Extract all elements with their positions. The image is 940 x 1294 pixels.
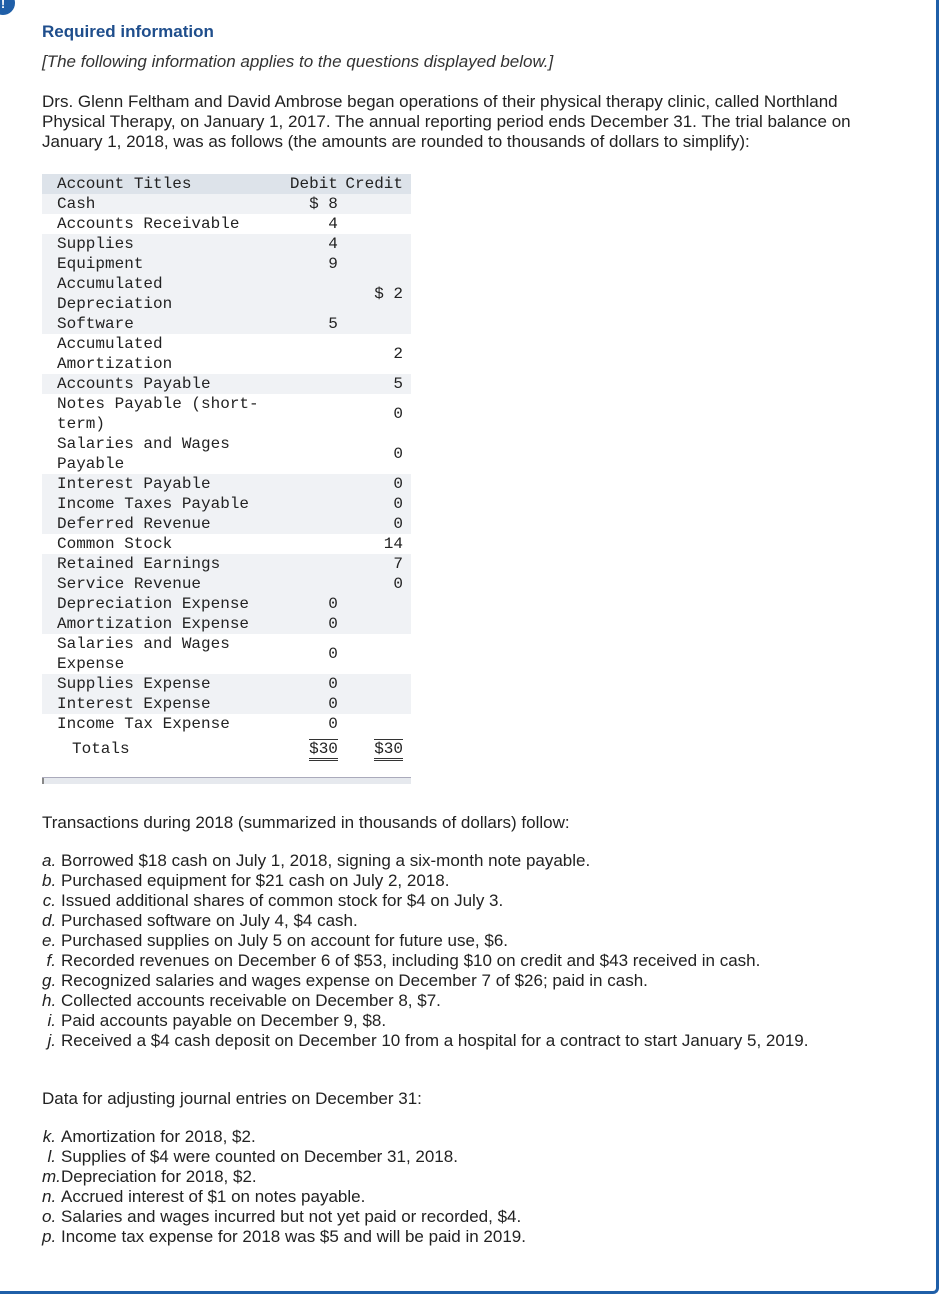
list-item: [42, 1031, 808, 1051]
credit-value: 0: [393, 405, 403, 423]
account-title: Supplies Expense: [57, 675, 211, 693]
table-row: [42, 234, 411, 254]
account-title: Depreciation Expense: [57, 595, 250, 613]
intro-paragraph: Drs. Glenn Feltham and David Ambrose began operations of their physical therapy clinic, called Northland Physical Therapy, on January 1, 2017. The annual reporting period ends December 31. The trial balance on January 1, 2018, was as follows (the amounts are rounded to thousands of dollars to simplify):: [42, 92, 851, 151]
table-row: [42, 374, 411, 394]
table-row: [42, 334, 411, 374]
debit-value: 5: [328, 315, 338, 333]
list-item: [42, 991, 808, 1011]
credit-value: $ 2: [374, 285, 403, 303]
credit-value: 14: [383, 535, 403, 553]
item-letter: b.: [42, 871, 57, 890]
debit-value: 0: [328, 675, 338, 693]
applies-note: [The following information applies to the questions displayed below.]: [42, 52, 554, 71]
item-text: Purchased software on July 4, $4 cash.: [61, 911, 358, 930]
item-text: Purchased equipment for $21 cash on July 2, 2018.: [61, 871, 450, 890]
credit-value: 2: [393, 345, 403, 363]
account-title: Cash: [57, 195, 96, 213]
table-horizontal-scrollbar[interactable]: [42, 777, 411, 784]
account-title: Software: [57, 315, 134, 333]
item-letter: a.: [42, 851, 57, 870]
totals-label: Totals: [72, 740, 130, 758]
debit-value: 9: [328, 255, 338, 273]
debit-value: 0: [328, 695, 338, 713]
table-row: [42, 534, 411, 554]
item-text: Accrued interest of $1 on notes payable.: [61, 1187, 366, 1206]
item-letter: j.: [47, 1031, 56, 1050]
table-row: [42, 314, 411, 334]
account-title: Equipment: [57, 255, 144, 273]
item-letter: d.: [42, 911, 57, 930]
list-item: [42, 851, 808, 871]
list-item: [42, 1127, 526, 1147]
total-credit: $30: [374, 739, 403, 761]
item-letter: k.: [42, 1127, 56, 1146]
credit-value: 0: [393, 475, 403, 493]
trial-balance-table: [42, 174, 411, 764]
list-item: [42, 1167, 526, 1187]
item-letter: l.: [47, 1147, 56, 1166]
item-text: Depreciation for 2018, $2.: [61, 1167, 257, 1186]
list-item: [42, 971, 808, 991]
credit-value: 0: [393, 445, 403, 463]
table-row: [42, 634, 411, 674]
table-row: [42, 194, 411, 214]
account-title: Notes Payable (short-term): [57, 395, 259, 433]
item-letter: g.: [42, 971, 57, 990]
table-row: [42, 514, 411, 534]
list-item: [42, 1011, 808, 1031]
info-badge-icon: !: [0, 0, 15, 15]
item-letter: o.: [42, 1207, 57, 1226]
table-row: [42, 694, 411, 714]
table-row: [42, 434, 411, 474]
table-row: [42, 574, 411, 594]
account-title: Accounts Receivable: [57, 215, 240, 233]
account-title: Deferred Revenue: [57, 515, 211, 533]
item-text: Income tax expense for 2018 was $5 and will be paid in 2019.: [61, 1227, 526, 1246]
item-text: Purchased supplies on July 5 on account for future use, $6.: [61, 931, 508, 950]
table-row: [42, 474, 411, 494]
table-row: [42, 614, 411, 634]
debit-value: 4: [328, 215, 338, 233]
table-row: [42, 494, 411, 514]
account-titles-header: Account Titles: [42, 174, 281, 194]
item-text: Recorded revenues on December 6 of $53, including $10 on credit and $43 received in cash.: [61, 951, 761, 970]
table-row: [42, 274, 411, 314]
item-letter: m.: [42, 1167, 61, 1186]
item-text: Issued additional shares of common stock for $4 on July 3.: [61, 891, 504, 910]
table-row: [42, 714, 411, 734]
required-information-title: Required information: [42, 22, 214, 41]
list-item: [42, 871, 808, 891]
item-text: Borrowed $18 cash on July 1, 2018, signing a six-month note payable.: [61, 851, 591, 870]
item-text: Paid accounts payable on December 9, $8.: [61, 1011, 387, 1030]
list-item: [42, 951, 808, 971]
item-text: Received a $4 cash deposit on December 10 from a hospital for a contract to start January 5, 2019.: [61, 1031, 809, 1050]
credit-value: 0: [393, 515, 403, 533]
list-item: [42, 1147, 526, 1167]
debit-value: 4: [328, 235, 338, 253]
list-item: [42, 911, 808, 931]
credit-value: 0: [393, 495, 403, 513]
account-title: Retained Earnings: [57, 555, 221, 573]
credit-value: 7: [393, 555, 403, 573]
total-debit: $30: [309, 739, 338, 761]
account-title: Accumulated Depreciation: [57, 275, 173, 313]
credit-header: Credit: [340, 174, 411, 194]
debit-value: 0: [328, 595, 338, 613]
table-row: [42, 214, 411, 234]
account-title: Amortization Expense: [57, 615, 250, 633]
adjustments-list: [42, 1127, 526, 1247]
list-item: [42, 1227, 526, 1247]
account-title: Salaries and Wages Expense: [57, 635, 230, 673]
item-letter: h.: [42, 991, 57, 1010]
list-item: [42, 931, 808, 951]
table-row: [42, 554, 411, 574]
account-title: Salaries and Wages Payable: [57, 435, 230, 473]
debit-value: 0: [328, 715, 338, 733]
item-letter: c.: [42, 891, 56, 910]
list-item: [42, 1187, 526, 1207]
account-title: Interest Expense: [57, 695, 211, 713]
credit-value: 0: [393, 575, 403, 593]
table-row: [42, 594, 411, 614]
scrollbar-thumb[interactable]: [42, 778, 44, 784]
item-letter: f.: [46, 951, 56, 970]
adjustments-heading: Data for adjusting journal entries on December 31:: [42, 1089, 422, 1108]
account-title: Accumulated Amortization: [57, 335, 173, 373]
debit-value: 0: [328, 645, 338, 663]
debit-value: 0: [328, 615, 338, 633]
item-text: Amortization for 2018, $2.: [61, 1127, 256, 1146]
item-text: Supplies of $4 were counted on December 31, 2018.: [61, 1147, 458, 1166]
account-title: Accounts Payable: [57, 375, 211, 393]
table-row: [42, 254, 411, 274]
item-letter: i.: [47, 1011, 56, 1030]
account-title: Common Stock: [57, 535, 173, 553]
item-letter: p.: [42, 1227, 57, 1246]
trial-balance-header: [42, 174, 411, 194]
account-title: Interest Payable: [57, 475, 211, 493]
transactions-list: [42, 851, 808, 1051]
item-letter: e.: [42, 931, 57, 950]
item-text: Recognized salaries and wages expense on December 7 of $26; paid in cash.: [61, 971, 648, 990]
account-title: Income Tax Expense: [57, 715, 230, 733]
credit-value: 5: [393, 375, 403, 393]
list-item: [42, 1207, 526, 1227]
item-letter: n.: [42, 1187, 57, 1206]
account-title: Service Revenue: [57, 575, 202, 593]
account-title: Income Taxes Payable: [57, 495, 250, 513]
table-row: [42, 674, 411, 694]
table-row: [42, 394, 411, 434]
account-title: Supplies: [57, 235, 134, 253]
transactions-heading: Transactions during 2018 (summarized in thousands of dollars) follow:: [42, 813, 570, 832]
item-text: Salaries and wages incurred but not yet paid or recorded, $4.: [61, 1207, 522, 1226]
totals-row: [42, 734, 411, 764]
debit-header: Debit: [281, 174, 340, 194]
item-text: Collected accounts receivable on December 8, $7.: [61, 991, 441, 1010]
list-item: [42, 891, 808, 911]
debit-value: $ 8: [309, 195, 338, 213]
